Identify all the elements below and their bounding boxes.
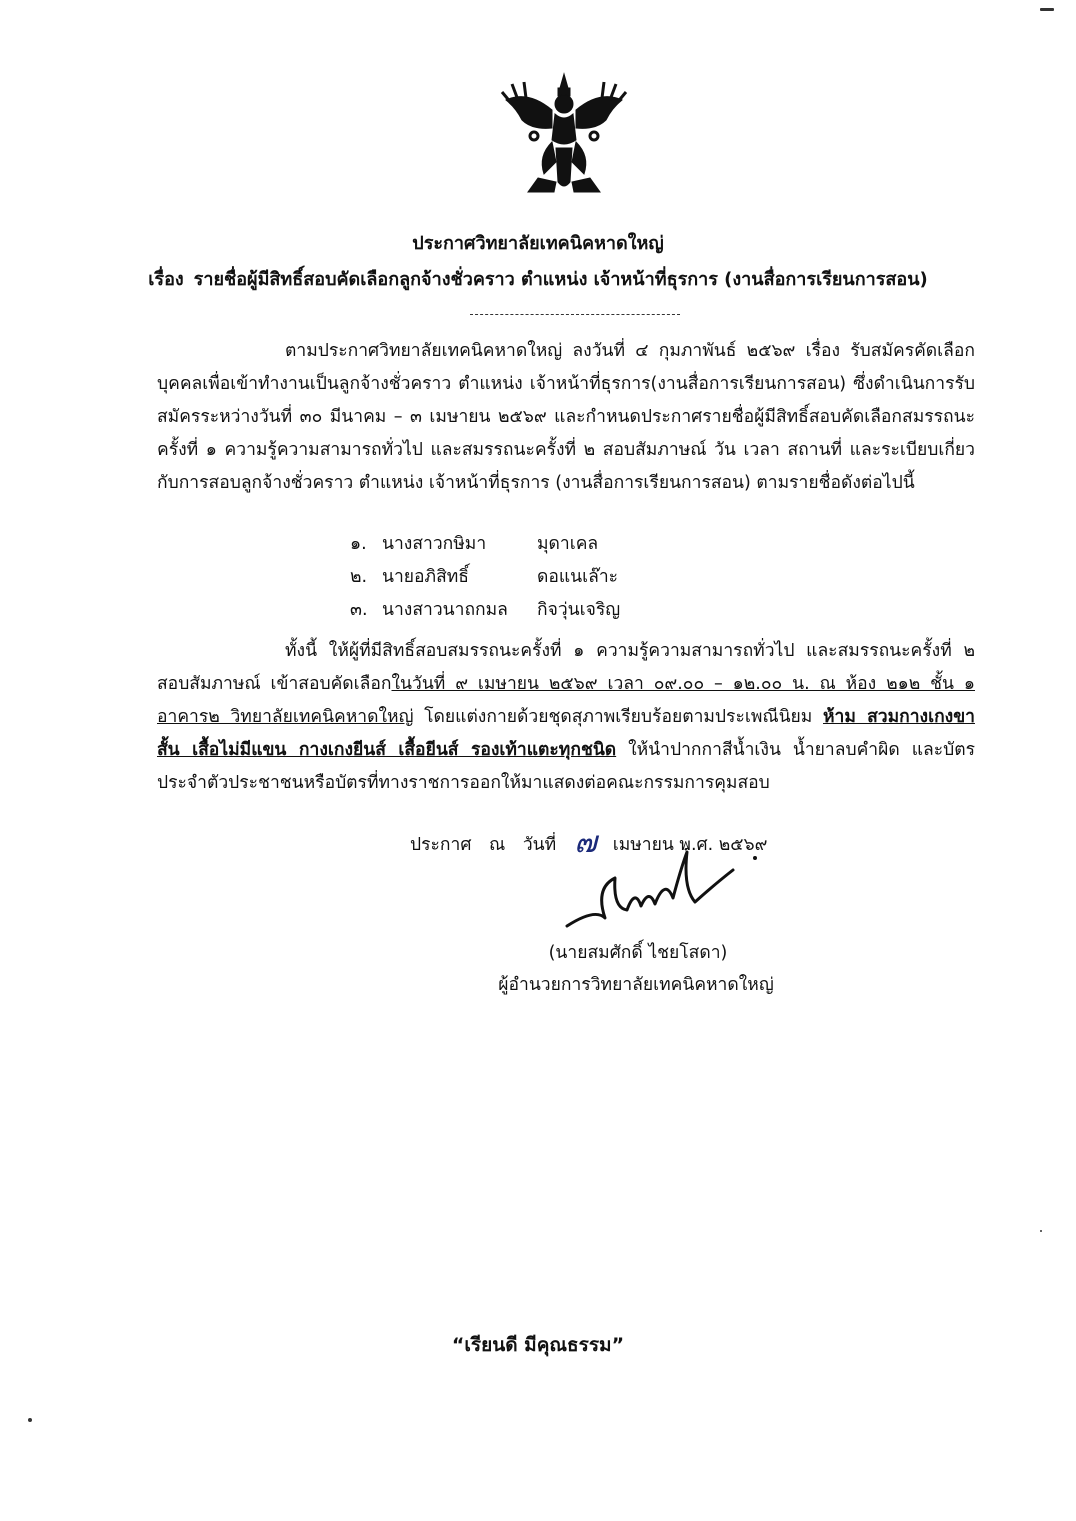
title-divider [470, 314, 680, 315]
list-item [350, 561, 620, 594]
signer-name: (นายสมศักดิ์ ไชยโสดา) [548, 943, 728, 963]
announce-at: ณ [489, 835, 506, 855]
dress-prohibition: ห้าม สวมกางเกงขาสั้น เสื้อไม่มีแขน กางเกงยีนส์ เสื้อยีนส์ รองเท้าแตะทุกชนิด [157, 707, 975, 760]
paragraph-1-text: ตามประกาศวิทยาลัยเทคนิคหาดใหญ่ ลงวันที่ ๔ กุมภาพันธ์ ๒๕๖๙ เรื่อง รับสมัครคัดเลือกบุคคลเพื่อเข้าทำงานเป็นลูกจ้างชั่วคราว ตำแหน่ง เจ้าหน้าที่ธุรการ(งานสื่อการเรียนการสอน) ซึ่งดำเนินการรับสมัครระหว่างวันที่ ๓๐ มีนาคม – ๓ เมษายน ๒๕๖๙ และกำหนดประกาศรายชื่อผู้มีสิทธิ์สอบคัดเลือกสมรรถนะครั้งที่ ๑ ความรู้ความสามารถทั่วไป และสมรรถนะครั้งที่ ๒ สอบสัมภาษณ์ วัน เวลา สถานที่ และระเบียบเกี่ยวกับการสอบลูกจ้างชั่วคราว ตำแหน่ง เจ้าหน้าที่ธุรการ (งานสื่อการเรียนการสอน) ตามรายชื่อดังต่อไปนี้ [157, 341, 975, 493]
paragraph-1 [157, 335, 975, 500]
list-item [350, 528, 620, 561]
list-item [350, 594, 620, 627]
handwritten-signature [565, 848, 765, 938]
required-items-text: ให้นำปากกาสีน้ำเงิน น้ำยาลบคำผิด และบัตรประจำตัวประชาชนหรือบัตรที่ทางราชการออกให้มาแสดงต่อคณะกรรมการคุมสอบ [157, 740, 975, 793]
announce-month-year: เมษายน พ.ศ. ๒๕๖๙ [612, 835, 768, 855]
candidate-first-name: นายอภิสิทธิ์ [382, 567, 469, 587]
signer-position: ผู้อำนวยการวิทยาลัยเทคนิคหาดใหญ่ [498, 975, 774, 995]
candidate-last-name: ดอแนเล๊าะ [537, 567, 619, 587]
dress-code-text: โดยแต่งกายด้วยชุดสุภาพเรียบร้อยตามประเพณีนิยม [413, 707, 823, 727]
candidate-number: ๒. [350, 567, 368, 587]
paragraph-2 [157, 635, 975, 800]
candidate-first-name: นางสาวกษิมา [382, 534, 487, 554]
garuda-emblem [498, 70, 630, 202]
motto: “เรียนดี มีคุณธรรม” [451, 1334, 625, 1356]
subject-text: รายชื่อผู้มีสิทธิ์สอบคัดเลือกลูกจ้างชั่วคราว ตำแหน่ง เจ้าหน้าที่ธุรการ (งานสื่อการเรียนการสอน) [193, 269, 928, 290]
candidate-last-name: กิจวุ่นเจริญ [537, 600, 621, 620]
document-subject [0, 264, 1076, 293]
document-title: ประกาศวิทยาลัยเทคนิคหาดใหญ่ [412, 233, 664, 254]
subject-label: เรื่อง [148, 269, 184, 290]
candidate-list [350, 528, 620, 627]
announce-label: ประกาศ [410, 835, 472, 855]
scan-speck [1040, 1230, 1042, 1232]
candidate-number: ๓. [350, 600, 368, 620]
paragraph-2-intro: ทั้งนี้ ให้ผู้ที่มีสิทธิ์สอบสมรรถนะครั้งที่ ๑ ความรู้ความสามารถทั่วไป และสมรรถนะครั้งที่ ๒ สอบสัมภาษณ์ เข้าสอบคัดเลือก [157, 641, 975, 694]
handwritten-day: ๗ [574, 825, 597, 860]
scan-speck [1040, 8, 1054, 11]
candidate-first-name: นางสาวนาถกมล [382, 600, 508, 620]
exam-schedule: ในวันที่ ๙ เมษายน ๒๕๖๙ เวลา ๐๙.๐๐ – ๑๒.๐๐ น. ณ ห้อง ๒๑๒ ชั้น ๑ อาคาร๒ วิทยาลัยเทคนิคหาดใหญ่ [157, 674, 975, 727]
candidate-last-name: มุดาเคล [537, 534, 599, 554]
announce-day-label: วันที่ [522, 835, 557, 855]
candidate-number: ๑. [350, 534, 367, 554]
scan-speck [28, 1418, 32, 1422]
